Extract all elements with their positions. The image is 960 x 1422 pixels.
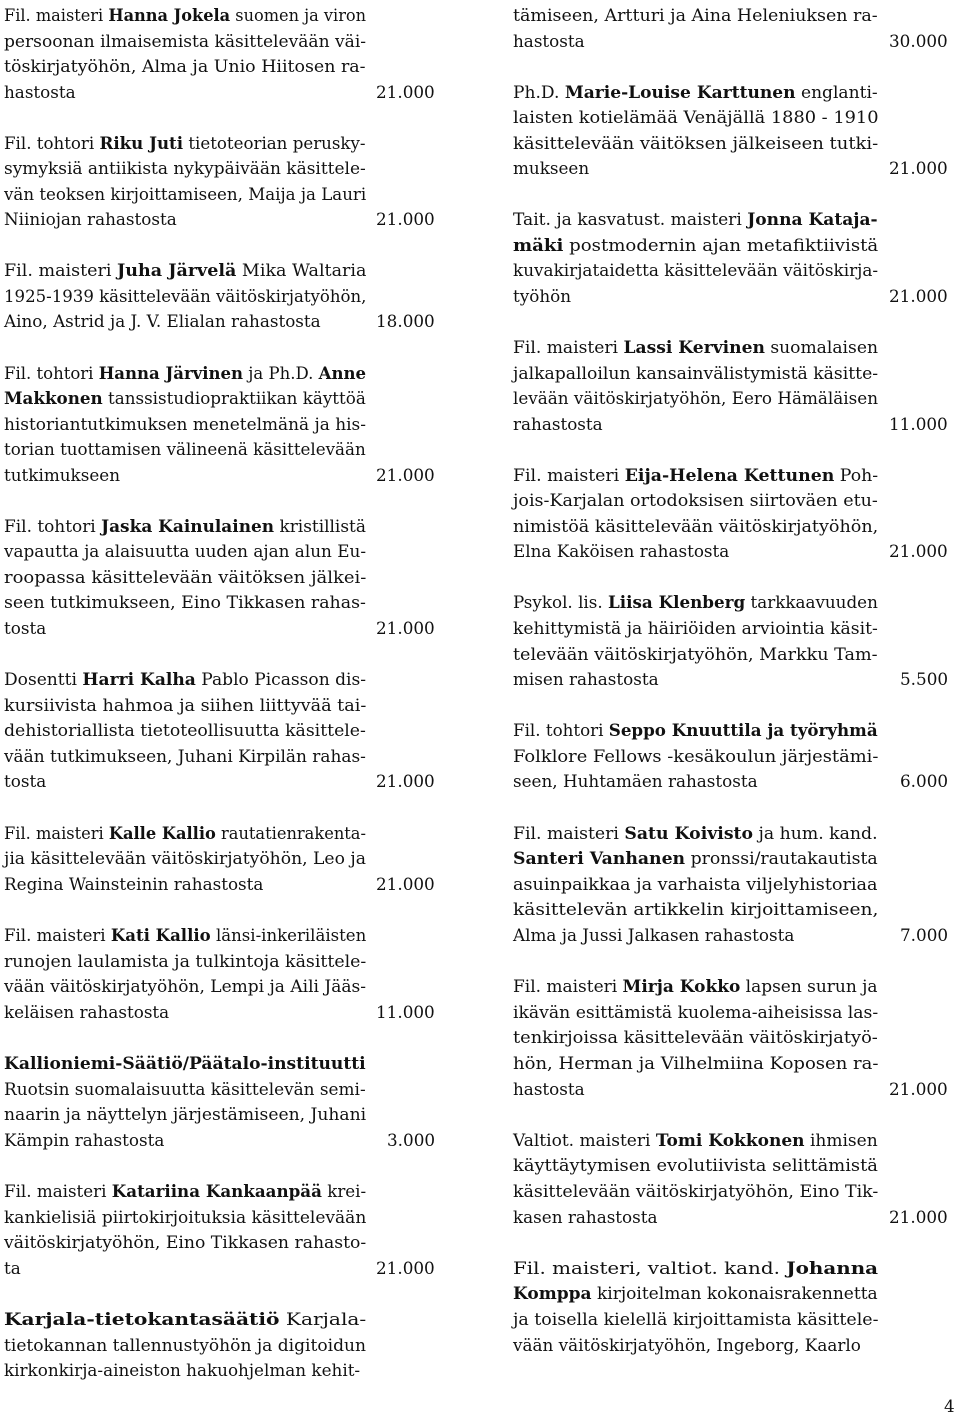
text-line: televään väitöskirjatyöhön, Markku Tam- xyxy=(513,644,878,664)
text-line: mäki postmodernin ajan metafiktiivistä xyxy=(513,235,879,255)
text-line: vään tutkimukseen, Juhani Kirpilän rahas- xyxy=(4,746,366,766)
text-line: kasen rahastosta xyxy=(513,1207,658,1227)
text-line: Alma ja Jussi Jalkasen rahastosta xyxy=(513,925,795,945)
text-line: historiantutkimuksen menetelmänä ja his- xyxy=(4,414,366,434)
text-line: vapautta ja alaisuutta uuden ajan alun Eu- xyxy=(4,541,367,561)
text-line: Fil. tohtori Seppo Knuuttila ja työryhmä xyxy=(513,720,878,740)
grant-amount: 21.000 xyxy=(889,1079,948,1099)
text-line: käsittelevään väitöksen jälkeiseen tutki- xyxy=(513,133,879,153)
text-line: tutkimukseen xyxy=(4,465,121,485)
text-line: Fil. maisteri Juha Järvelä Mika Waltaria xyxy=(4,260,367,280)
text-line: Komppa kirjoitelman kokonaisrakennetta xyxy=(513,1283,878,1303)
text-line: Santeri Vanhanen pronssi/rautakautista xyxy=(513,848,878,868)
text-line: Fil. maisteri Kalle Kallio rautatienrakenta- xyxy=(4,823,366,843)
text-line: 1925-1939 käsittelevään väitöskirjatyöhön, xyxy=(4,286,367,306)
grant-amount: 21.000 xyxy=(376,1258,435,1278)
text-line: Ruotsin suomalaisuutta käsittelevän semi- xyxy=(4,1079,366,1099)
text-line: tämiseen, Artturi ja Aina Heleniuksen ra- xyxy=(513,5,878,25)
text-line: Fil. tohtori Hanna Järvinen ja Ph.D. Anne xyxy=(4,363,366,383)
text-line: vään väitöskirjatyöhön, Lempi ja Aili Jääs- xyxy=(4,976,366,996)
page-number: 4 xyxy=(944,1396,955,1416)
text-line: Dosentti Harri Kalha Pablo Picasson dis- xyxy=(4,669,367,689)
text-line: ja toisella kielellä kirjoittamista käsittele- xyxy=(513,1309,879,1329)
text-line: Fil. maisteri Kati Kallio länsi-inkeriläisten xyxy=(4,925,367,945)
grant-amount: 21.000 xyxy=(376,465,435,485)
text-line: Fil. maisteri Satu Koivisto ja hum. kand. xyxy=(513,823,878,843)
text-line: Fil. maisteri Hanna Jokela suomen ja viron xyxy=(4,5,367,25)
grant-amount: 21.000 xyxy=(376,618,435,638)
text-line: tenkirjoissa käsittelevään väitöskirjatyö- xyxy=(513,1027,878,1047)
text-line: väitöskirjatyöhön, Eino Tikkasen rahasto- xyxy=(4,1232,367,1252)
text-line: levään väitöskirjatyöhön, Eero Hämäläisen xyxy=(513,388,879,408)
text-line: seen tutkimukseen, Eino Tikkasen rahas- xyxy=(4,592,366,612)
grant-amount: 21.000 xyxy=(376,82,435,102)
grant-amount: 21.000 xyxy=(889,286,948,306)
grant-amount: 3.000 xyxy=(387,1130,436,1150)
text-line: mukseen xyxy=(513,158,590,178)
text-line: käsittelevän artikkelin kirjoittamiseen, xyxy=(513,899,879,919)
grant-amount: 5.500 xyxy=(900,669,949,689)
text-line: töskirjatyöhön, Alma ja Unio Hiitosen ra- xyxy=(4,56,366,76)
text-line: kuvakirjataidetta käsittelevään väitöskirja- xyxy=(513,260,879,280)
text-line: laisten kotielämää Venäjällä 1880 - 1910 xyxy=(513,107,879,127)
text-line: jia käsittelevään väitöskirjatyöhön, Leo ja xyxy=(4,848,366,868)
text-line: Ph.D. Marie-Louise Karttunen englanti- xyxy=(513,82,878,102)
text-line: jalkapalloilun kansainvälistymistä käsitte- xyxy=(513,363,879,383)
text-line: ikävän esittämistä kuolema-aiheisissa las- xyxy=(513,1002,879,1022)
text-line: Fil. maisteri Eija-Helena Kettunen Poh- xyxy=(513,465,879,485)
grant-amount: 21.000 xyxy=(889,158,948,178)
text-line: hastosta xyxy=(513,31,585,51)
text-line: Regina Wainsteinin rahastosta xyxy=(4,874,264,894)
text-line: tosta xyxy=(4,771,47,791)
grant-amount: 7.000 xyxy=(900,925,949,945)
text-line: käsittelevään väitöskirjatyöhön, Eino Tik- xyxy=(513,1181,879,1201)
text-line: Folklore Fellows -kesäkoulun järjestämi- xyxy=(513,746,879,766)
text-line: Fil. tohtori Riku Juti tietoteorian perusky- xyxy=(4,133,366,153)
text-line: Niiniojan rahastosta xyxy=(4,209,177,229)
grant-amount: 21.000 xyxy=(889,1207,948,1227)
grant-amount: 21.000 xyxy=(376,209,435,229)
text-line: Makkonen tanssistudiopraktiikan käyttöä xyxy=(4,388,366,408)
text-line: työhön xyxy=(513,286,572,306)
text-line: Fil. maisteri Lassi Kervinen suomalaisen xyxy=(513,337,878,357)
text-line: rahastosta xyxy=(513,414,603,434)
grant-amount: 18.000 xyxy=(376,311,435,331)
text-line: asuinpaikkaa ja varhaista viljelyhistoriaa xyxy=(513,874,878,894)
text-line: hön, Herman ja Vilhelmiina Koposen ra- xyxy=(513,1053,879,1073)
text-line: hastosta xyxy=(513,1079,585,1099)
text-line: kirkonkirja-aineiston hakuohjelman kehit- xyxy=(4,1360,361,1380)
text-line: vän teoksen kirjoittamiseen, Maija ja Lauri xyxy=(4,184,367,204)
text-line: dehistoriallista tietoteollisuutta käsittele- xyxy=(4,720,366,740)
text-line: seen, Huhtamäen rahastosta xyxy=(513,771,758,791)
text-line: vään väitöskirjatyöhön, Ingeborg, Kaarlo xyxy=(513,1335,861,1355)
text-line: käyttäytymisen evolutiivista selittämistä xyxy=(513,1155,878,1175)
text-line: Kallioniemi-Säätiö/Päätalo-instituutti xyxy=(4,1053,366,1073)
text-line: Fil. maisteri Katariina Kankaanpää krei- xyxy=(4,1181,367,1201)
text-line: persoonan ilmaisemista käsittelevään väi- xyxy=(4,31,367,51)
text-line: roopassa käsittelevään väitöksen jälkei- xyxy=(4,567,367,587)
text-line: kursiivista hahmoa ja siihen liittyvää tai- xyxy=(4,695,367,715)
text-line: Fil. tohtori Jaska Kainulainen kristillistä xyxy=(4,516,366,536)
text-line: torian tuottamisen välineenä käsittelevään xyxy=(4,439,366,459)
text-line: kehittymistä ja häiriöiden arviointia käsit- xyxy=(513,618,878,638)
text-line: Elna Kaköisen rahastosta xyxy=(513,541,730,561)
grant-amount: 30.000 xyxy=(889,31,948,51)
grant-amount: 6.000 xyxy=(900,771,949,791)
grant-amount: 11.000 xyxy=(376,1002,435,1022)
text-line: nimistöä käsittelevään väitöskirjatyöhön, xyxy=(513,516,879,536)
grant-amount: 21.000 xyxy=(376,874,435,894)
text-line: jois-Karjalan ortodoksisen siirtoväen etu- xyxy=(513,490,878,510)
text-line: keläisen rahastosta xyxy=(4,1002,170,1022)
text-line: Kämpin rahastosta xyxy=(4,1130,165,1150)
text-line: naarin ja näyttelyn järjestämiseen, Juhani xyxy=(4,1104,367,1124)
text-line: Fil. maisteri, valtiot. kand. Johanna xyxy=(513,1258,879,1278)
grant-amount: 21.000 xyxy=(889,541,948,561)
text-line: tietokannan tallennustyöhön ja digitoidun xyxy=(4,1335,367,1355)
text-line: tosta xyxy=(4,618,47,638)
text-line: ta xyxy=(4,1258,21,1278)
text-line: Karjala-tietokantasäätiö Karjala- xyxy=(4,1309,367,1329)
text-line: kankielisiä piirtokirjoituksia käsittelevään xyxy=(4,1207,367,1227)
grant-amount: 11.000 xyxy=(889,414,948,434)
text-line: Tait. ja kasvatust. maisteri Jonna Kataja- xyxy=(513,209,878,229)
text-line: Psykol. lis. Liisa Klenberg tarkkaavuuden xyxy=(513,592,878,612)
text-line: Valtiot. maisteri Tomi Kokkonen ihmisen xyxy=(513,1130,878,1150)
grant-amount: 21.000 xyxy=(376,771,435,791)
text-line: misen rahastosta xyxy=(513,669,659,689)
text-line: Aino, Astrid ja J. V. Elialan rahastosta xyxy=(4,311,321,331)
text-line: symyksiä antiikista nykypäivään käsittele- xyxy=(4,158,366,178)
text-line: runojen laulamista ja tulkintoja käsittele- xyxy=(4,951,367,971)
text-line: Fil. maisteri Mirja Kokko lapsen surun ja xyxy=(513,976,878,996)
text-line: hastosta xyxy=(4,82,76,102)
